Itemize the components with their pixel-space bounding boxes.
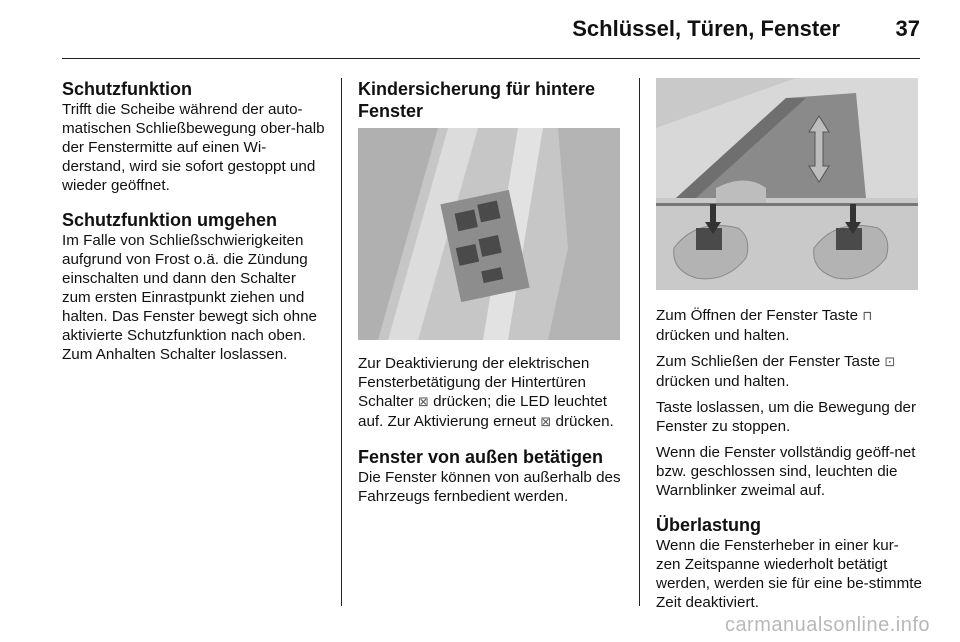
section-heading-schutzfunktion-umgehen: Schutzfunktion umgehen — [62, 210, 277, 230]
section-heading-kindersicherung: Kindersicherung für hintere Fenster — [358, 79, 596, 121]
unlock-key-icon: ⊓ — [862, 309, 873, 324]
text-kindersicherung-2: drücken; die LED leuchtet auf. Zur Aktivierung erneut — [358, 393, 608, 430]
column-divider-1 — [341, 78, 342, 606]
remote-window-drawing — [656, 78, 918, 290]
paragraph-schliessen — [656, 352, 922, 391]
door-switch-illustration — [358, 128, 620, 340]
text-kindersicherung-3: drücken. — [555, 413, 614, 430]
paragraph-schutzfunktion: Trifft die Scheibe während der auto-matischen Schließbewegung ober-halb der Fenstermitte auf einen Wi-derstand, wird sie sofort gestoppt und wieder geöffnet. — [62, 101, 325, 194]
watermark: carmanualsonline.info — [724, 614, 930, 636]
column-right — [656, 78, 922, 612]
section-heading-ueberlastung: Überlastung — [656, 515, 762, 535]
page-header — [0, 0, 960, 60]
paragraph-warnblinker: Wenn die Fenster vollständig geöff-net bzw. geschlossen sind, leuchten die Warnblinker zweimal auf. — [656, 444, 916, 499]
column-divider-2 — [639, 78, 640, 606]
section-heading-schutzfunktion: Schutzfunktion — [62, 79, 192, 99]
paragraph-ueberlastung: Wenn die Fensterheber in einer kur-zen Zeitspanne wiederholt betätigt werden, werden sie für eine be-stimmte Zeit deaktiviert. — [656, 537, 922, 611]
paragraph-fenster-aussen: Die Fenster können von außerhalb des Fahrzeugs fernbedient werden. — [358, 469, 621, 505]
page-title: Schlüssel, Türen, Fenster — [572, 16, 840, 41]
text-schliessen-2: drücken und halten. — [656, 373, 790, 390]
child-lock-switch-icon: ⊠ — [417, 395, 429, 410]
paragraph-taste-loslassen: Taste loslassen, um die Bewegung der Fenster zu stoppen. — [656, 399, 917, 435]
paragraph-kindersicherung — [358, 354, 626, 432]
header-divider — [62, 58, 920, 59]
remote-window-illustration — [656, 78, 918, 290]
child-lock-switch-icon: ⊠ — [540, 415, 552, 430]
lock-key-icon: ⊡ — [884, 355, 896, 370]
text-kindersicherung-1: Zur Deaktivierung der elektrischen Fensterbetätigung der Hintertüren Schalter — [358, 355, 590, 410]
section-heading-fenster-aussen: Fenster von außen betätigen — [358, 447, 604, 467]
door-switch-drawing — [358, 128, 620, 340]
paragraph-schutzfunktion-umgehen: Im Falle von Schließschwierigkeiten aufgrund von Frost o.ä. die Zündung einschalten und dann den Schalter zum ersten Einrastpunkt ziehen und halten. Das Fenster bewegt sich ohne aktivierte Schutzfunktion nach oben. Zum Anhalten Schalter loslassen. — [62, 232, 317, 363]
column-middle — [358, 78, 626, 506]
text-schliessen-1: Zum Schließen der Fenster Taste — [656, 353, 881, 370]
column-left — [62, 78, 328, 364]
text-oeffnen-1: Zum Öffnen der Fenster Taste — [656, 307, 859, 324]
page-number: 37 — [895, 16, 920, 41]
paragraph-oeffnen — [656, 306, 922, 345]
text-oeffnen-2: drücken und halten. — [656, 327, 790, 344]
